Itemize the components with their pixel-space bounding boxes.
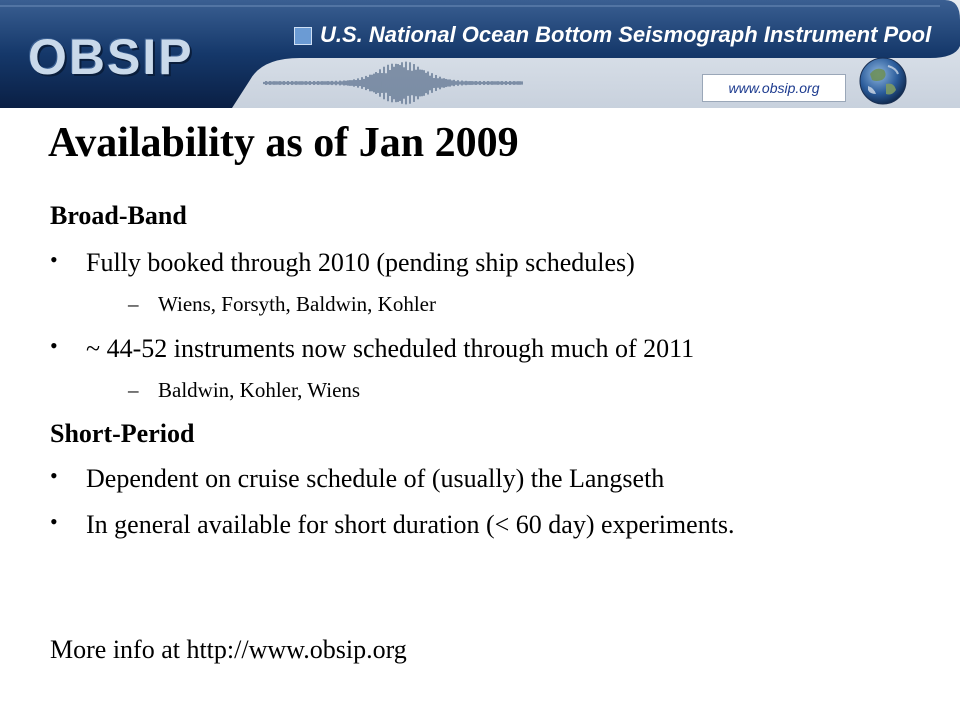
bullet-text: Dependent on cruise schedule of (usually) the Langseth [86, 464, 665, 493]
bullet-text: Fully booked through 2010 (pending ship schedules) [86, 248, 635, 277]
org-title: U.S. National Ocean Bottom Seismograph Instrument Pool [320, 22, 932, 47]
sub-text: Wiens, Forsyth, Baldwin, Kohler [158, 292, 436, 316]
waveform-icon [262, 58, 530, 108]
section-heading-short-period: Short-Period [50, 419, 195, 448]
bullet-icon: • [50, 463, 58, 488]
obsip-logo: OBSIP [28, 29, 194, 85]
website-url[interactable]: www.obsip.org [702, 74, 846, 102]
bullet-text: In general available for short duration (< 60 day) experiments. [86, 510, 735, 539]
section-heading-broad-band: Broad-Band [50, 201, 187, 230]
more-info-link[interactable]: More info at http://www.obsip.org [50, 635, 407, 664]
dash-icon: – [128, 378, 139, 402]
dash-icon: – [128, 292, 139, 316]
slide-title: Availability as of Jan 2009 [48, 120, 519, 166]
square-bullet-icon [294, 27, 312, 45]
globe-icon [858, 56, 908, 106]
header-banner [0, 0, 960, 108]
bullet-icon: • [50, 333, 58, 358]
sub-text: Baldwin, Kohler, Wiens [158, 378, 361, 402]
bullet-icon: • [50, 509, 58, 534]
bullet-icon: • [50, 247, 58, 272]
bullet-text: ~ 44-52 instruments now scheduled through much of 2011 [86, 334, 695, 363]
